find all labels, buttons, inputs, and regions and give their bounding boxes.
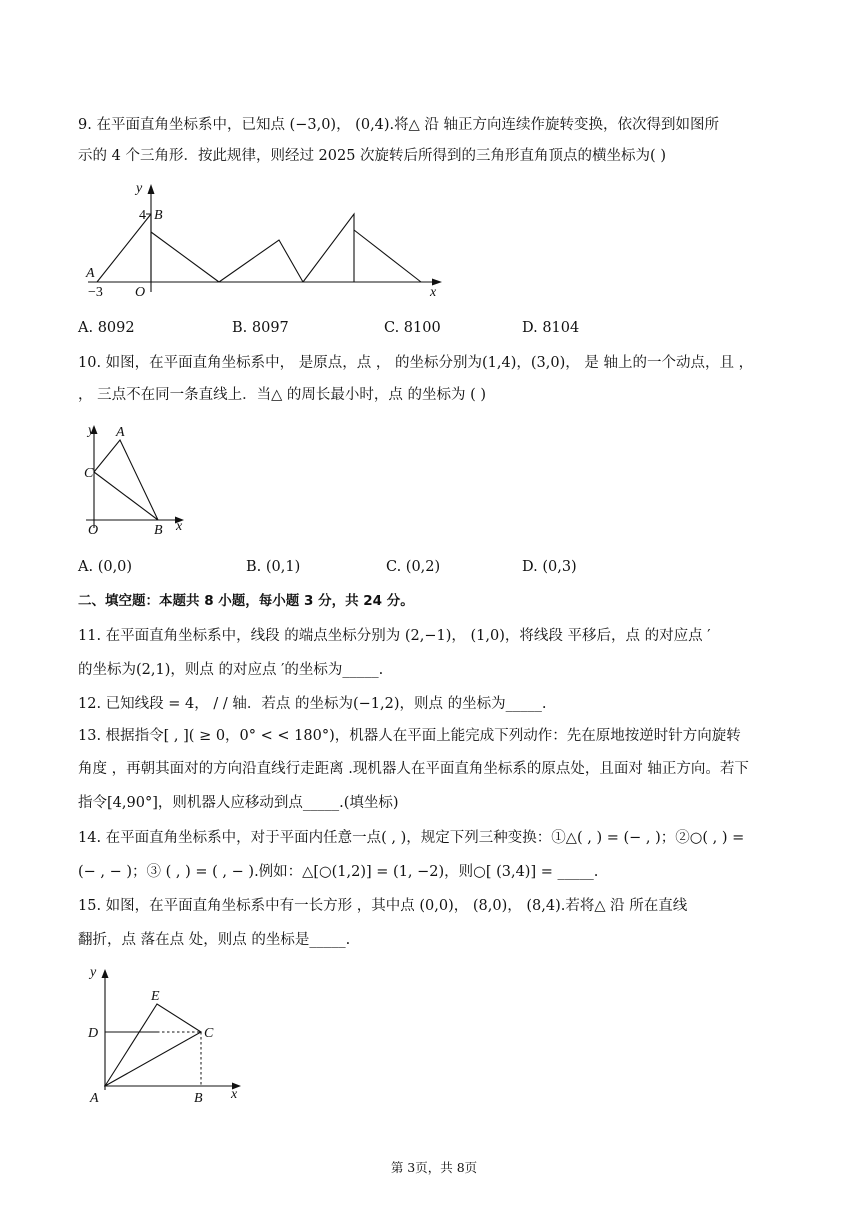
q10-label-C: C: [84, 466, 94, 481]
q11-line-2: 的坐标为(2,1)，则点 的对应点 ′的坐标为_____.: [78, 662, 384, 678]
q15-line-1: 15. 如图，在平面直角坐标系中有一长方形 ，其中点 (0,0)， (8,0)， (8,4).若将△ 沿 所在直线: [78, 898, 688, 914]
q15-label-B: B: [194, 1091, 203, 1106]
q10-line-1: 10. 如图，在平面直角坐标系中， 是原点，点 ， 的坐标分别为(1,4)，(3,0)， 是 轴上的一个动点，且 ，: [78, 355, 754, 371]
q10-figure: [80, 416, 195, 538]
q9-label-A: A: [86, 266, 95, 281]
q14-line-2: (− , − )；③ ( , ) = ( , − ).例如：△[○(1,2)] = (1, −2)，则○[ (3,4)] = _____.: [78, 864, 599, 880]
q9-triangle-2: [151, 232, 219, 282]
q9-line-1: 9. 在平面直角坐标系中，已知点 (−3,0)， (0,4).将△ 沿 轴正方向连续作旋转变换，依次得到如图所: [78, 117, 720, 133]
q15-folded-triangle: [105, 1004, 201, 1086]
q9-triangle-1: [97, 214, 151, 282]
q9-figure: [80, 178, 450, 298]
q15-y-arrow: [102, 969, 109, 978]
q10-triangle: [94, 440, 158, 520]
q15-figure: [84, 962, 254, 1112]
q15-label-x: x: [231, 1087, 238, 1102]
q15-label-A: A: [90, 1091, 99, 1106]
q10-label-x: x: [176, 519, 183, 534]
q14-line-1: 14. 在平面直角坐标系中，对于平面内任意一点( , )，规定下列三种变换：①△( , ) = (− , )；②○( , ) =: [78, 830, 745, 846]
q13-line-2: 角度 ，再朝其面对的方向沿直线行走距离 .现机器人在平面直角坐标系的原点处，且面对 轴正方向。若下: [78, 761, 749, 777]
q9-label-B: B: [154, 208, 163, 223]
q10-line-2: ， 三点不在同一条直线上．当△ 的周长最小时，点 的坐标为 ( ): [78, 387, 487, 403]
q10-option-d[interactable]: D. (0,3): [522, 559, 577, 575]
q9-label-O: O: [135, 285, 146, 298]
q9-label-4: 4: [139, 208, 146, 223]
q15-label-C: C: [204, 1026, 214, 1041]
q9-label-neg3: −3: [88, 285, 103, 298]
q9-triangle-4: [303, 214, 354, 282]
q10-label-y: y: [88, 423, 95, 438]
q9-triangle-3: [219, 240, 303, 282]
q9-option-d[interactable]: D. 8104: [522, 320, 580, 336]
q13-line-1: 13. 根据指令[ , ]( ≥ 0，0° < < 180°)，机器人在平面上能完成下列动作：先在原地按逆时针方向旋转: [78, 728, 741, 744]
q15-line-2: 翻折，点 落在点 处，则点 的坐标是_____.: [78, 932, 351, 948]
q10-label-A: A: [116, 425, 125, 440]
q10-option-b[interactable]: B. (0,1): [246, 559, 301, 575]
q13-line-3: 指令[4,90°]，则机器人应移动到点_____.(填坐标): [78, 795, 399, 811]
q9-option-b[interactable]: B. 8097: [232, 320, 289, 336]
q15-label-y: y: [90, 965, 97, 980]
q10-option-a[interactable]: A. (0,0): [78, 559, 133, 575]
q9-option-a[interactable]: A. 8092: [78, 320, 135, 336]
q10-label-O: O: [88, 523, 99, 538]
q11-line-1: 11. 在平面直角坐标系中，线段 的端点坐标分别为 (2,−1)， (1,0)，将线段 平移后，点 的对应点 ′: [78, 628, 711, 644]
q10-option-c[interactable]: C. (0,2): [386, 559, 441, 575]
q9-option-c[interactable]: C. 8100: [384, 320, 441, 336]
q9-label-x: x: [430, 285, 437, 298]
q9-y-arrow: [148, 184, 155, 194]
q15-label-E: E: [151, 989, 160, 1004]
page-footer: 第 3页，共 8页: [390, 1160, 478, 1175]
q10-label-B: B: [154, 523, 163, 538]
q9-label-y: y: [136, 181, 143, 196]
q9-line-2: 示的 4 个三角形．按此规律，则经过 2025 次旋转后所得到的三角形直角顶点的横坐标为( ): [78, 148, 666, 164]
q12-line-1: 12. 已知线段 = 4， / / 轴．若点 的坐标为(−1,2)，则点 的坐标为_____.: [78, 696, 547, 712]
q15-label-D: D: [88, 1026, 99, 1041]
section-2-heading: 二、填空题：本题共 8 小题，每小题 3 分，共 24 分。: [78, 593, 414, 609]
q9-triangle-5: [354, 230, 421, 282]
